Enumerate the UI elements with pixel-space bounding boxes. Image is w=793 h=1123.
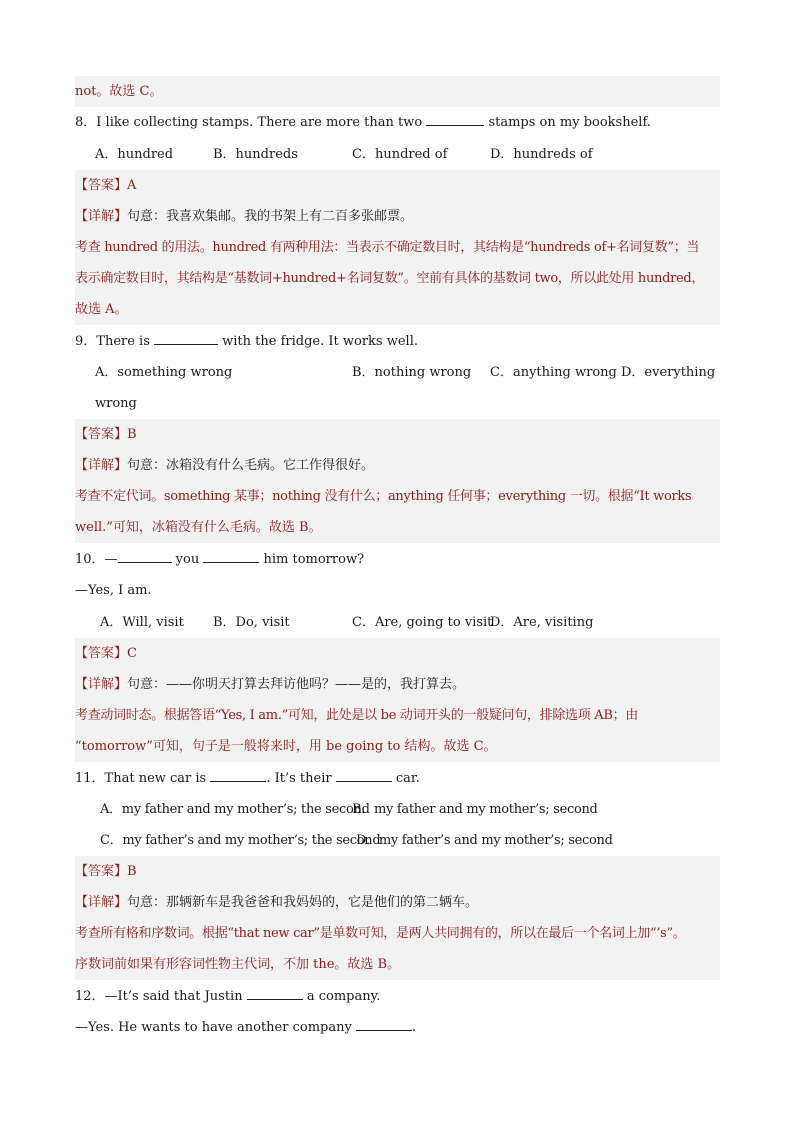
blank: [336, 767, 392, 782]
q9-option-wrap: wrong: [95, 396, 137, 411]
q9-answer: 【答案】B: [75, 427, 137, 442]
q8-option-d: D．hundreds of: [490, 147, 593, 162]
q9-option-a: A．something wrong: [95, 365, 233, 380]
blank: [247, 985, 303, 1000]
q10-answer: 【答案】C: [75, 646, 137, 661]
q11-option-c: C．my father’s and my mother’s; the second: [100, 833, 381, 848]
q8-detail-meaning: 【详解】句意：我喜欢集邮。我的书架上有二百多张邮票。: [75, 209, 414, 224]
blank: [203, 548, 259, 563]
blank: [356, 1016, 412, 1031]
q11-detail-line-1: 考查所有格和序数词。根据“that new car”是单数可知，是两人共同拥有的，所以在最后一个名词上加“’s”。: [75, 926, 686, 941]
blank: [210, 767, 266, 782]
q11-detail-line-2: 序数词前如果有形容词性物主代词，不加 the。故选 B。: [75, 957, 401, 972]
q10-detail-line-1: 考查动词时态。根据答语“Yes, I am.”可知，此处是以 be 动词开头的一般疑问句，排除选项 AB；由: [75, 708, 639, 723]
blank: [154, 330, 218, 345]
blank: [118, 548, 172, 563]
q9-detail-line-1: 考查不定代词。something 某事；nothing 没有什么；anything 任何事；everything 一切。根据“It works: [75, 489, 692, 504]
q10-option-d: D．Are, visiting: [490, 615, 594, 630]
blank: [426, 111, 484, 126]
q10-option-b: B．Do, visit: [213, 615, 290, 630]
q8-option-c: C．hundred of: [352, 147, 448, 162]
q12-reply: —Yes. He wants to have another company .: [75, 1012, 416, 1043]
question-12: 12．—It’s said that Justin a company.: [75, 981, 380, 1012]
q11-answer: 【答案】B: [75, 864, 137, 879]
q9-option-c-d: C．anything wrong D．everything: [490, 365, 716, 380]
q10-option-c: C．Are, going to visit: [352, 615, 493, 630]
q11-option-b: B．my father and my mother’s; second: [352, 802, 598, 817]
q9-detail-meaning: 【详解】句意：冰箱没有什么毛病。它工作得很好。: [75, 458, 375, 473]
question-9: 9．There is with the fridge. It works well.: [75, 326, 418, 357]
q10-reply: —Yes, I am.: [75, 583, 152, 598]
q8-detail-line-2: 表示确定数目时，其结构是“基数词+hundred+名词复数”。空前有具体的基数词 two，所以此处用 hundred，: [75, 271, 705, 286]
q8-detail-line-3: 故选 A。: [75, 302, 128, 317]
q8-detail-line-1: 考查 hundred 的用法。hundred 有两种用法：当表示不确定数目时，其结构是“hundreds of+名词复数”；当: [75, 240, 700, 255]
previous-detail-tail: not。故选 C。: [75, 84, 163, 99]
answer-block-q7-tail: [75, 76, 720, 107]
q11-detail-meaning: 【详解】句意：那辆新车是我爸爸和我妈妈的，它是他们的第二辆车。: [75, 895, 479, 910]
q10-detail-meaning: 【详解】句意：——你明天打算去拜访他吗？——是的，我打算去。: [75, 677, 466, 692]
question-8: 8．I like collecting stamps. There are more than two stamps on my bookshelf.: [75, 107, 651, 138]
q11-option-d: D．my father’s and my mother’s; second: [356, 833, 613, 848]
question-10: 10．— you him tomorrow?: [75, 544, 364, 575]
question-11: 11．That new car is . It’s their car.: [75, 763, 420, 794]
q9-detail-line-2: well.”可知，冰箱没有什么毛病。故选 B。: [75, 520, 322, 535]
q10-option-a: A．Will, visit: [100, 615, 184, 630]
q8-answer: 【答案】A: [75, 178, 137, 193]
q9-option-b: B．nothing wrong: [352, 365, 472, 380]
q8-option-b: B．hundreds: [213, 147, 298, 162]
q8-option-a: A．hundred: [95, 147, 174, 162]
q10-detail-line-2: “tomorrow”可知，句子是一般将来时，用 be going to 结构。故选 C。: [75, 739, 497, 754]
q11-option-a: A．my father and my mother’s; the second: [100, 802, 370, 817]
